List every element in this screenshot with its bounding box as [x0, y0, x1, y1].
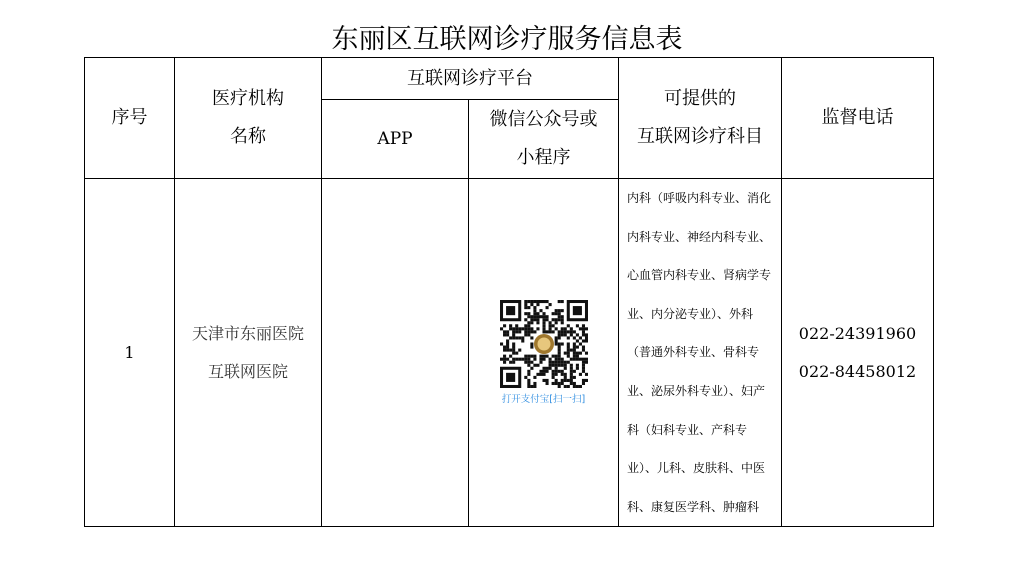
header-platform: 互联网诊疗平台: [322, 58, 619, 100]
header-app: APP: [322, 100, 469, 179]
row-app: [322, 179, 469, 527]
header-seq: 序号: [85, 58, 175, 179]
row-org-name: [175, 179, 322, 527]
row-wechat: [469, 179, 619, 527]
header-org-name-line1: 医疗机构: [212, 88, 284, 109]
qr-caption: 打开支付宝[扫一扫]: [501, 393, 586, 405]
header-departments-line2: 互联网诊疗科目: [637, 126, 763, 147]
row-phone2: 022-84458012: [798, 361, 917, 381]
alipay-qr-code-icon[interactable]: [500, 300, 588, 388]
header-org-name-line2: 名称: [230, 126, 266, 147]
header-wechat: [469, 100, 619, 179]
row-org-line2: 互联网医院: [207, 361, 288, 381]
row-org-line1: 天津市东丽医院: [191, 323, 304, 343]
info-table: [84, 57, 934, 527]
header-wechat-line2: 小程序: [516, 147, 571, 168]
row-phone: [782, 179, 934, 527]
header-departments: [619, 58, 782, 179]
table-row: [85, 179, 934, 527]
row-phone1: 022-24391960: [798, 323, 917, 343]
header-org-name: [175, 58, 322, 179]
row-departments: 内科（呼吸内科专业、消化内科专业、神经内科专业、心血管内科专业、肾病学专业、内分泌专业）、外科（普通外科专业、骨科专业、泌尿外科专业）、妇产科（妇科专业、产科专业）、儿科、皮肤科、中医科、康复医学科、肿瘤科: [619, 179, 782, 527]
header-departments-line1: 可提供的: [664, 88, 736, 109]
header-phone: 监督电话: [782, 58, 934, 179]
page-title: 东丽区互联网诊疗服务信息表: [331, 24, 683, 55]
header-wechat-line1: 微信公众号或: [489, 109, 598, 130]
row-seq: 1: [85, 179, 175, 527]
